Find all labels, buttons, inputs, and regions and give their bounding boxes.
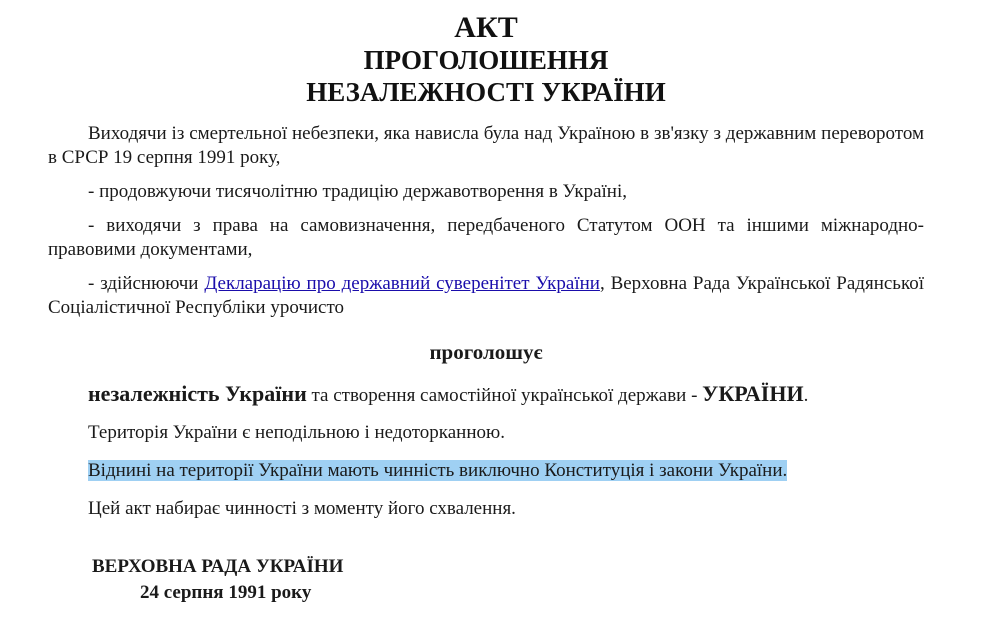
independence-middle: та створення самостійної української держави -: [306, 385, 703, 406]
paragraph-self-determination: - виходячи з права на самовизначення, передбаченого Статутом ООН та іншими міжнародно-правовими документами,: [48, 215, 924, 260]
title-proclamation: ПРОГОЛОШЕННЯ: [363, 45, 609, 75]
paragraph-declaration: [48, 272, 924, 320]
sovereignty-declaration-link[interactable]: Декларацію про державний суверенітет України: [204, 273, 600, 294]
independence-end: .: [803, 385, 809, 406]
signature-date: 24 серпня 1991 року: [140, 582, 312, 603]
signature-body: ВЕРХОВНА РАДА УКРАЇНИ: [92, 556, 344, 577]
title-independence: НЕЗАЛЕЖНОСТІ УКРАЇНИ: [306, 77, 666, 107]
title-act: АКТ: [454, 11, 518, 44]
paragraph-declaration-end: , Верховна Рада Української Радянської Соціалістичної Республіки урочисто: [48, 273, 925, 318]
paragraph-declaration-start: - здійснюючи: [88, 273, 205, 294]
proclaims-heading: проголошує: [429, 340, 543, 364]
selected-text[interactable]: Віднині на території України мають чинність виключно Конституція і закони України.: [88, 460, 788, 481]
document: [48, 0, 924, 606]
paragraph-tradition: - продовжуючи тисячолітню традицію державотворення в Україні,: [88, 181, 627, 202]
effect-line: Цей акт набирає чинності з моменту його схвалення.: [88, 498, 516, 519]
territory-line: Територія України є неподільною і недоторканною.: [88, 422, 505, 443]
independence-bold-start: незалежність України: [88, 381, 307, 406]
independence-bold-end: УКРАЇНИ: [702, 381, 804, 406]
paragraph-preamble: Виходячи із смертельної небезпеки, яка нависла була над Україною в зв'язку з державним переворотом в СРСР 19 серпня 1991 року,: [48, 123, 924, 168]
law-line: [48, 458, 924, 484]
independence-statement: [48, 380, 924, 410]
